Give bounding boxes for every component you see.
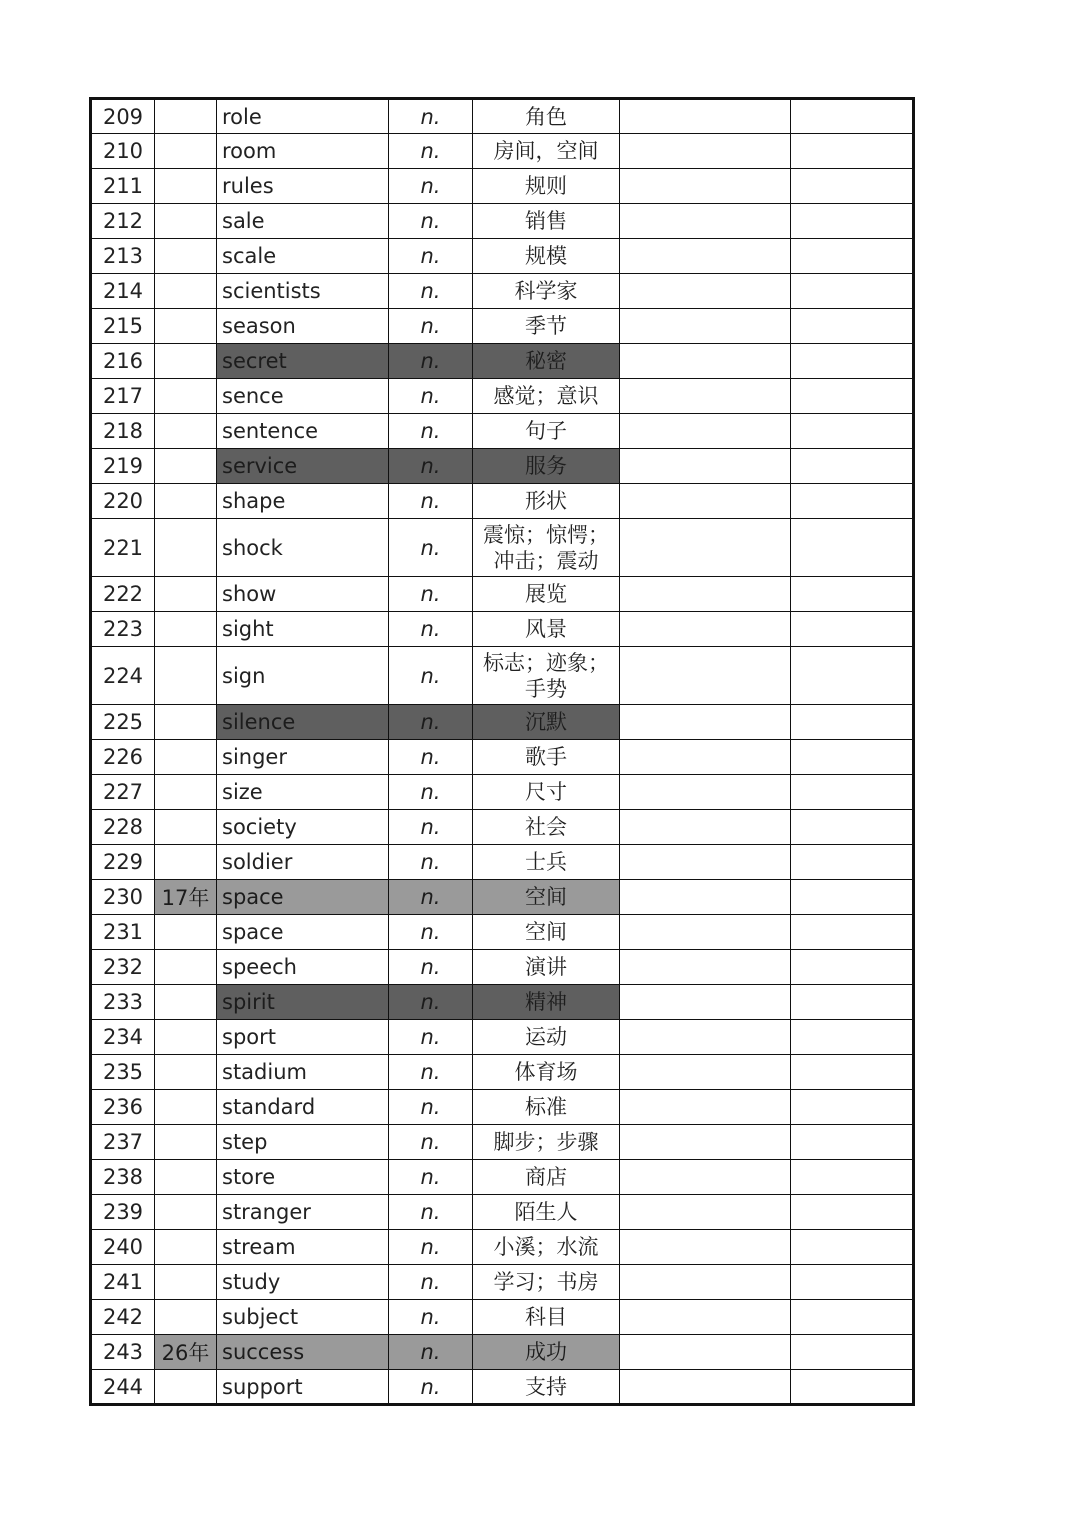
part-of-speech: n.: [389, 1020, 473, 1055]
word: stranger: [217, 1195, 389, 1230]
row-number: 213: [91, 239, 155, 274]
table-row: [91, 775, 914, 810]
exam-year: 26年: [155, 1335, 217, 1370]
exam-year: [155, 1230, 217, 1265]
empty-cell: [791, 612, 914, 647]
chinese-meaning: 感觉；意识: [473, 379, 620, 414]
row-number: 242: [91, 1300, 155, 1335]
part-of-speech: n.: [389, 1370, 473, 1405]
row-number: 222: [91, 577, 155, 612]
empty-cell: [620, 204, 791, 239]
chinese-meaning: 支持: [473, 1370, 620, 1405]
part-of-speech: n.: [389, 1125, 473, 1160]
word: service: [217, 449, 389, 484]
part-of-speech: n.: [389, 379, 473, 414]
empty-cell: [791, 204, 914, 239]
empty-cell: [620, 169, 791, 204]
exam-year: [155, 950, 217, 985]
table-row: [91, 134, 914, 169]
empty-cell: [620, 309, 791, 344]
exam-year: [155, 775, 217, 810]
chinese-meaning: 空间: [473, 915, 620, 950]
table-row: [91, 985, 914, 1020]
empty-cell: [620, 1300, 791, 1335]
word: step: [217, 1125, 389, 1160]
chinese-meaning: 秘密: [473, 344, 620, 379]
word: sale: [217, 204, 389, 239]
word: sence: [217, 379, 389, 414]
empty-cell: [791, 484, 914, 519]
chinese-meaning: 运动: [473, 1020, 620, 1055]
part-of-speech: n.: [389, 1195, 473, 1230]
empty-cell: [620, 915, 791, 950]
empty-cell: [620, 449, 791, 484]
exam-year: [155, 612, 217, 647]
empty-cell: [791, 1090, 914, 1125]
row-number: 210: [91, 134, 155, 169]
row-number: 226: [91, 740, 155, 775]
word: standard: [217, 1090, 389, 1125]
exam-year: [155, 1090, 217, 1125]
table-row: [91, 1160, 914, 1195]
table-row: [91, 344, 914, 379]
table-row: [91, 612, 914, 647]
word: room: [217, 134, 389, 169]
word: size: [217, 775, 389, 810]
part-of-speech: n.: [389, 612, 473, 647]
empty-cell: [791, 344, 914, 379]
row-number: 223: [91, 612, 155, 647]
chinese-meaning: 风景: [473, 612, 620, 647]
exam-year: [155, 577, 217, 612]
exam-year: [155, 915, 217, 950]
chinese-meaning: 季节: [473, 309, 620, 344]
empty-cell: [620, 612, 791, 647]
word: speech: [217, 950, 389, 985]
exam-year: [155, 1055, 217, 1090]
chinese-meaning: 科学家: [473, 274, 620, 309]
chinese-meaning: 沉默: [473, 705, 620, 740]
empty-cell: [791, 647, 914, 705]
part-of-speech: n.: [389, 239, 473, 274]
row-number: 211: [91, 169, 155, 204]
table-row: [91, 740, 914, 775]
exam-year: [155, 239, 217, 274]
table-row: [91, 414, 914, 449]
chinese-meaning: 歌手: [473, 740, 620, 775]
empty-cell: [791, 1230, 914, 1265]
row-number: 217: [91, 379, 155, 414]
part-of-speech: n.: [389, 204, 473, 239]
chinese-meaning: 尺寸: [473, 775, 620, 810]
row-number: 218: [91, 414, 155, 449]
row-number: 234: [91, 1020, 155, 1055]
row-number: 219: [91, 449, 155, 484]
empty-cell: [620, 274, 791, 309]
exam-year: [155, 705, 217, 740]
chinese-meaning: 角色: [473, 99, 620, 134]
chinese-meaning: 空间: [473, 880, 620, 915]
exam-year: [155, 740, 217, 775]
empty-cell: [620, 1335, 791, 1370]
empty-cell: [791, 379, 914, 414]
empty-cell: [791, 414, 914, 449]
row-number: 240: [91, 1230, 155, 1265]
word: silence: [217, 705, 389, 740]
part-of-speech: n.: [389, 344, 473, 379]
word: secret: [217, 344, 389, 379]
chinese-meaning: 士兵: [473, 845, 620, 880]
empty-cell: [791, 1195, 914, 1230]
empty-cell: [620, 1125, 791, 1160]
empty-cell: [791, 1370, 914, 1405]
table-row: [91, 705, 914, 740]
word: sight: [217, 612, 389, 647]
empty-cell: [620, 519, 791, 577]
word: show: [217, 577, 389, 612]
exam-year: [155, 1300, 217, 1335]
row-number: 237: [91, 1125, 155, 1160]
part-of-speech: n.: [389, 950, 473, 985]
word: store: [217, 1160, 389, 1195]
empty-cell: [791, 1335, 914, 1370]
table-row: [91, 239, 914, 274]
empty-cell: [620, 1090, 791, 1125]
empty-cell: [791, 810, 914, 845]
table-row: [91, 309, 914, 344]
table-row: [91, 204, 914, 239]
exam-year: [155, 484, 217, 519]
word: sentence: [217, 414, 389, 449]
empty-cell: [791, 1265, 914, 1300]
word: space: [217, 880, 389, 915]
empty-cell: [791, 577, 914, 612]
row-number: 238: [91, 1160, 155, 1195]
table-row: [91, 1230, 914, 1265]
empty-cell: [791, 740, 914, 775]
table-row: [91, 1125, 914, 1160]
empty-cell: [791, 519, 914, 577]
exam-year: [155, 985, 217, 1020]
row-number: 231: [91, 915, 155, 950]
word: sign: [217, 647, 389, 705]
word: space: [217, 915, 389, 950]
empty-cell: [620, 239, 791, 274]
table-row: [91, 950, 914, 985]
empty-cell: [791, 309, 914, 344]
empty-cell: [791, 775, 914, 810]
part-of-speech: n.: [389, 1300, 473, 1335]
chinese-meaning: 句子: [473, 414, 620, 449]
part-of-speech: n.: [389, 810, 473, 845]
chinese-meaning: 小溪；水流: [473, 1230, 620, 1265]
row-number: 230: [91, 880, 155, 915]
part-of-speech: n.: [389, 169, 473, 204]
exam-year: [155, 414, 217, 449]
row-number: 233: [91, 985, 155, 1020]
part-of-speech: n.: [389, 880, 473, 915]
word: shock: [217, 519, 389, 577]
word: shape: [217, 484, 389, 519]
part-of-speech: n.: [389, 1090, 473, 1125]
empty-cell: [620, 1055, 791, 1090]
empty-cell: [620, 99, 791, 134]
part-of-speech: n.: [389, 99, 473, 134]
exam-year: [155, 1265, 217, 1300]
row-number: 225: [91, 705, 155, 740]
table-row: [91, 1055, 914, 1090]
empty-cell: [791, 915, 914, 950]
row-number: 215: [91, 309, 155, 344]
word: support: [217, 1370, 389, 1405]
part-of-speech: n.: [389, 915, 473, 950]
word: subject: [217, 1300, 389, 1335]
empty-cell: [620, 775, 791, 810]
empty-cell: [620, 1020, 791, 1055]
empty-cell: [791, 1160, 914, 1195]
empty-cell: [791, 99, 914, 134]
word: sport: [217, 1020, 389, 1055]
word: success: [217, 1335, 389, 1370]
table-row: [91, 1090, 914, 1125]
chinese-meaning: 震惊；惊愕；冲击；震动: [473, 519, 620, 577]
table-row: [91, 1195, 914, 1230]
part-of-speech: n.: [389, 309, 473, 344]
empty-cell: [791, 134, 914, 169]
part-of-speech: n.: [389, 274, 473, 309]
table-row: [91, 1370, 914, 1405]
empty-cell: [620, 810, 791, 845]
vocabulary-table: [89, 97, 915, 1406]
empty-cell: [791, 274, 914, 309]
empty-cell: [620, 344, 791, 379]
chinese-meaning: 演讲: [473, 950, 620, 985]
word: stadium: [217, 1055, 389, 1090]
row-number: 235: [91, 1055, 155, 1090]
empty-cell: [791, 1020, 914, 1055]
row-number: 227: [91, 775, 155, 810]
exam-year: [155, 845, 217, 880]
table-row: [91, 810, 914, 845]
table-row: [91, 169, 914, 204]
chinese-meaning: 规模: [473, 239, 620, 274]
empty-cell: [620, 647, 791, 705]
empty-cell: [620, 740, 791, 775]
part-of-speech: n.: [389, 1335, 473, 1370]
table-row: [91, 274, 914, 309]
exam-year: [155, 379, 217, 414]
part-of-speech: n.: [389, 705, 473, 740]
part-of-speech: n.: [389, 1230, 473, 1265]
part-of-speech: n.: [389, 1160, 473, 1195]
exam-year: [155, 810, 217, 845]
row-number: 224: [91, 647, 155, 705]
exam-year: [155, 1370, 217, 1405]
exam-year: [155, 99, 217, 134]
empty-cell: [620, 705, 791, 740]
exam-year: [155, 1125, 217, 1160]
exam-year: [155, 274, 217, 309]
empty-cell: [620, 577, 791, 612]
word: singer: [217, 740, 389, 775]
word: scientists: [217, 274, 389, 309]
empty-cell: [791, 1300, 914, 1335]
word: season: [217, 309, 389, 344]
exam-year: [155, 309, 217, 344]
table-row: [91, 647, 914, 705]
table-row: [91, 1265, 914, 1300]
table-row: [91, 379, 914, 414]
part-of-speech: n.: [389, 1265, 473, 1300]
chinese-meaning: 科目: [473, 1300, 620, 1335]
chinese-meaning: 社会: [473, 810, 620, 845]
empty-cell: [620, 1195, 791, 1230]
table-row: [91, 1335, 914, 1370]
chinese-meaning: 陌生人: [473, 1195, 620, 1230]
empty-cell: [620, 985, 791, 1020]
table-row: [91, 880, 914, 915]
empty-cell: [791, 845, 914, 880]
exam-year: 17年: [155, 880, 217, 915]
exam-year: [155, 204, 217, 239]
exam-year: [155, 1160, 217, 1195]
empty-cell: [620, 379, 791, 414]
word: rules: [217, 169, 389, 204]
part-of-speech: n.: [389, 449, 473, 484]
part-of-speech: n.: [389, 985, 473, 1020]
exam-year: [155, 169, 217, 204]
row-number: 236: [91, 1090, 155, 1125]
chinese-meaning: 体育场: [473, 1055, 620, 1090]
row-number: 232: [91, 950, 155, 985]
row-number: 244: [91, 1370, 155, 1405]
exam-year: [155, 449, 217, 484]
empty-cell: [791, 985, 914, 1020]
empty-cell: [791, 880, 914, 915]
part-of-speech: n.: [389, 414, 473, 449]
part-of-speech: n.: [389, 577, 473, 612]
chinese-meaning: 销售: [473, 204, 620, 239]
exam-year: [155, 519, 217, 577]
empty-cell: [620, 134, 791, 169]
word: scale: [217, 239, 389, 274]
row-number: 241: [91, 1265, 155, 1300]
word: spirit: [217, 985, 389, 1020]
chinese-meaning: 标志；迹象；手势: [473, 647, 620, 705]
word: study: [217, 1265, 389, 1300]
row-number: 221: [91, 519, 155, 577]
table-row: [91, 1020, 914, 1055]
row-number: 214: [91, 274, 155, 309]
chinese-meaning: 成功: [473, 1335, 620, 1370]
chinese-meaning: 规则: [473, 169, 620, 204]
exam-year: [155, 1020, 217, 1055]
part-of-speech: n.: [389, 484, 473, 519]
part-of-speech: n.: [389, 740, 473, 775]
chinese-meaning: 服务: [473, 449, 620, 484]
word: soldier: [217, 845, 389, 880]
table-row: [91, 484, 914, 519]
chinese-meaning: 学习；书房: [473, 1265, 620, 1300]
table-row: [91, 1300, 914, 1335]
empty-cell: [620, 1160, 791, 1195]
part-of-speech: n.: [389, 775, 473, 810]
row-number: 228: [91, 810, 155, 845]
empty-cell: [620, 845, 791, 880]
table-row: [91, 577, 914, 612]
empty-cell: [620, 950, 791, 985]
chinese-meaning: 展览: [473, 577, 620, 612]
empty-cell: [620, 880, 791, 915]
chinese-meaning: 形状: [473, 484, 620, 519]
row-number: 212: [91, 204, 155, 239]
empty-cell: [791, 1125, 914, 1160]
chinese-meaning: 商店: [473, 1160, 620, 1195]
part-of-speech: n.: [389, 134, 473, 169]
chinese-meaning: 精神: [473, 985, 620, 1020]
chinese-meaning: 脚步；步骤: [473, 1125, 620, 1160]
table-row: [91, 449, 914, 484]
exam-year: [155, 647, 217, 705]
table-row: [91, 845, 914, 880]
empty-cell: [620, 414, 791, 449]
chinese-meaning: 房间，空间: [473, 134, 620, 169]
table-row: [91, 519, 914, 577]
row-number: 243: [91, 1335, 155, 1370]
empty-cell: [620, 1265, 791, 1300]
row-number: 239: [91, 1195, 155, 1230]
empty-cell: [620, 1370, 791, 1405]
word: stream: [217, 1230, 389, 1265]
exam-year: [155, 1195, 217, 1230]
word: society: [217, 810, 389, 845]
table-row: [91, 99, 914, 134]
row-number: 216: [91, 344, 155, 379]
empty-cell: [620, 484, 791, 519]
chinese-meaning: 标准: [473, 1090, 620, 1125]
empty-cell: [791, 950, 914, 985]
empty-cell: [620, 1230, 791, 1265]
empty-cell: [791, 449, 914, 484]
empty-cell: [791, 1055, 914, 1090]
part-of-speech: n.: [389, 1055, 473, 1090]
word: role: [217, 99, 389, 134]
empty-cell: [791, 239, 914, 274]
exam-year: [155, 134, 217, 169]
row-number: 220: [91, 484, 155, 519]
part-of-speech: n.: [389, 647, 473, 705]
part-of-speech: n.: [389, 845, 473, 880]
exam-year: [155, 344, 217, 379]
row-number: 209: [91, 99, 155, 134]
empty-cell: [791, 169, 914, 204]
table-row: [91, 915, 914, 950]
part-of-speech: n.: [389, 519, 473, 577]
empty-cell: [791, 705, 914, 740]
row-number: 229: [91, 845, 155, 880]
